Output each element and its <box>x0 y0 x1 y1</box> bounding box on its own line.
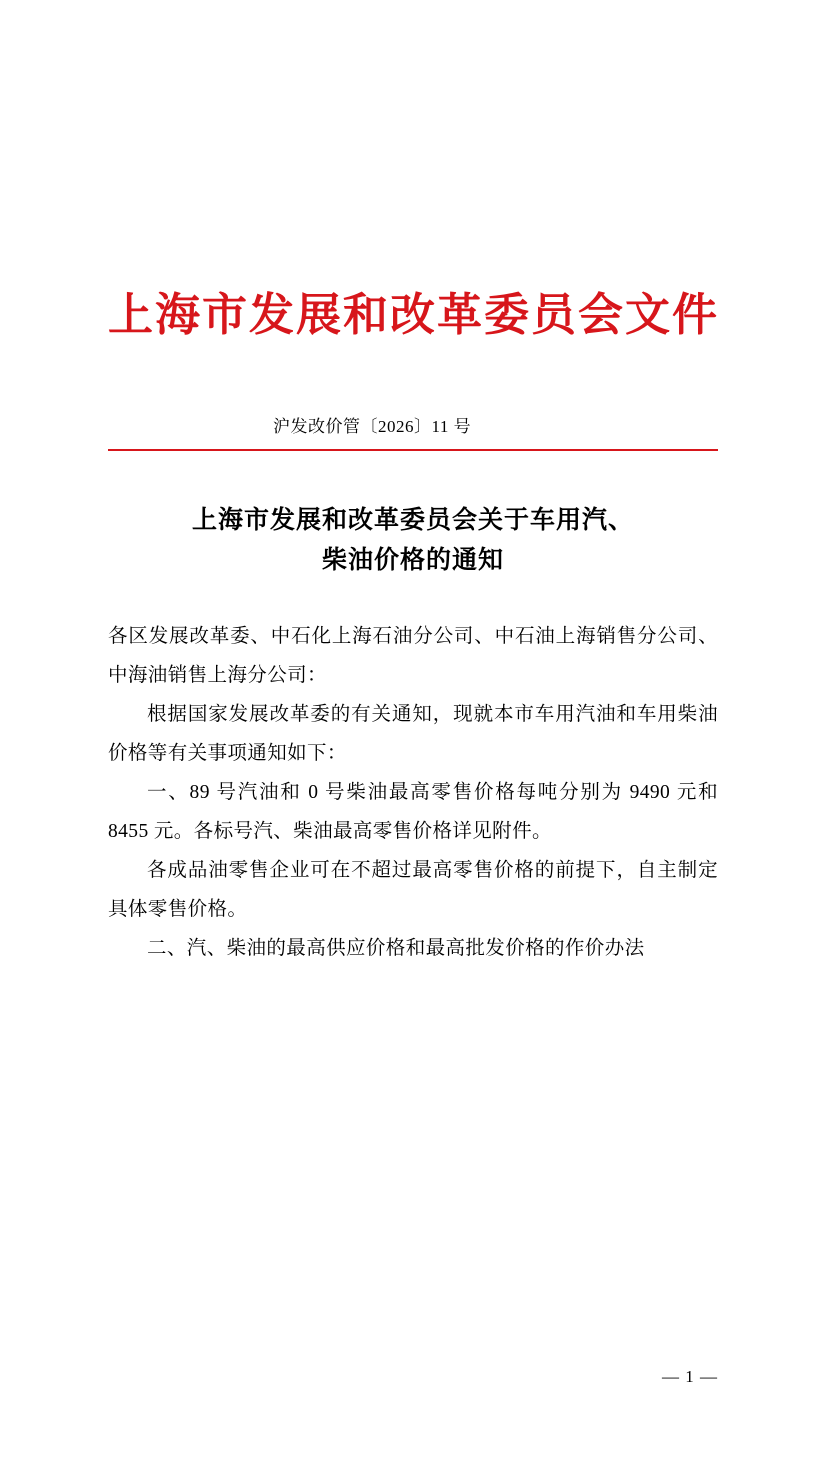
document-number: 沪发改价管〔2026〕11 号 <box>273 416 472 436</box>
body-paragraph: 一、89 号汽油和 0 号柴油最高零售价格每吨分别为 9490 元和 8455 元。各标号汽、柴油最高零售价格详见附件。 <box>108 781 718 842</box>
document-body <box>108 617 718 968</box>
document-title <box>108 501 718 581</box>
document-title-line-1: 上海市发展和改革委员会关于车用汽、 <box>191 506 634 534</box>
body-paragraph: 二、汽、柴油的最高供应价格和最高批发价格的作价办法 <box>147 937 645 959</box>
document-page <box>0 290 826 1459</box>
body-paragraph: 各区发展改革委、中石化上海石油分公司、中石油上海销售分公司、中海油销售上海分公司： <box>108 625 718 686</box>
masthead-title: 上海市发展和改革委员会文件 <box>108 290 720 340</box>
masthead <box>108 290 718 342</box>
body-paragraph: 根据国家发展改革委的有关通知，现就本市车用汽油和车用柴油价格等有关事项通知如下： <box>108 703 718 764</box>
body-paragraph: 各成品油零售企业可在不超过最高零售价格的前提下，自主制定具体零售价格。 <box>108 859 718 920</box>
page-number-footer: — 1 — <box>662 1367 718 1386</box>
document-title-line-2: 柴油价格的通知 <box>321 546 504 574</box>
red-divider-rule <box>108 449 718 451</box>
